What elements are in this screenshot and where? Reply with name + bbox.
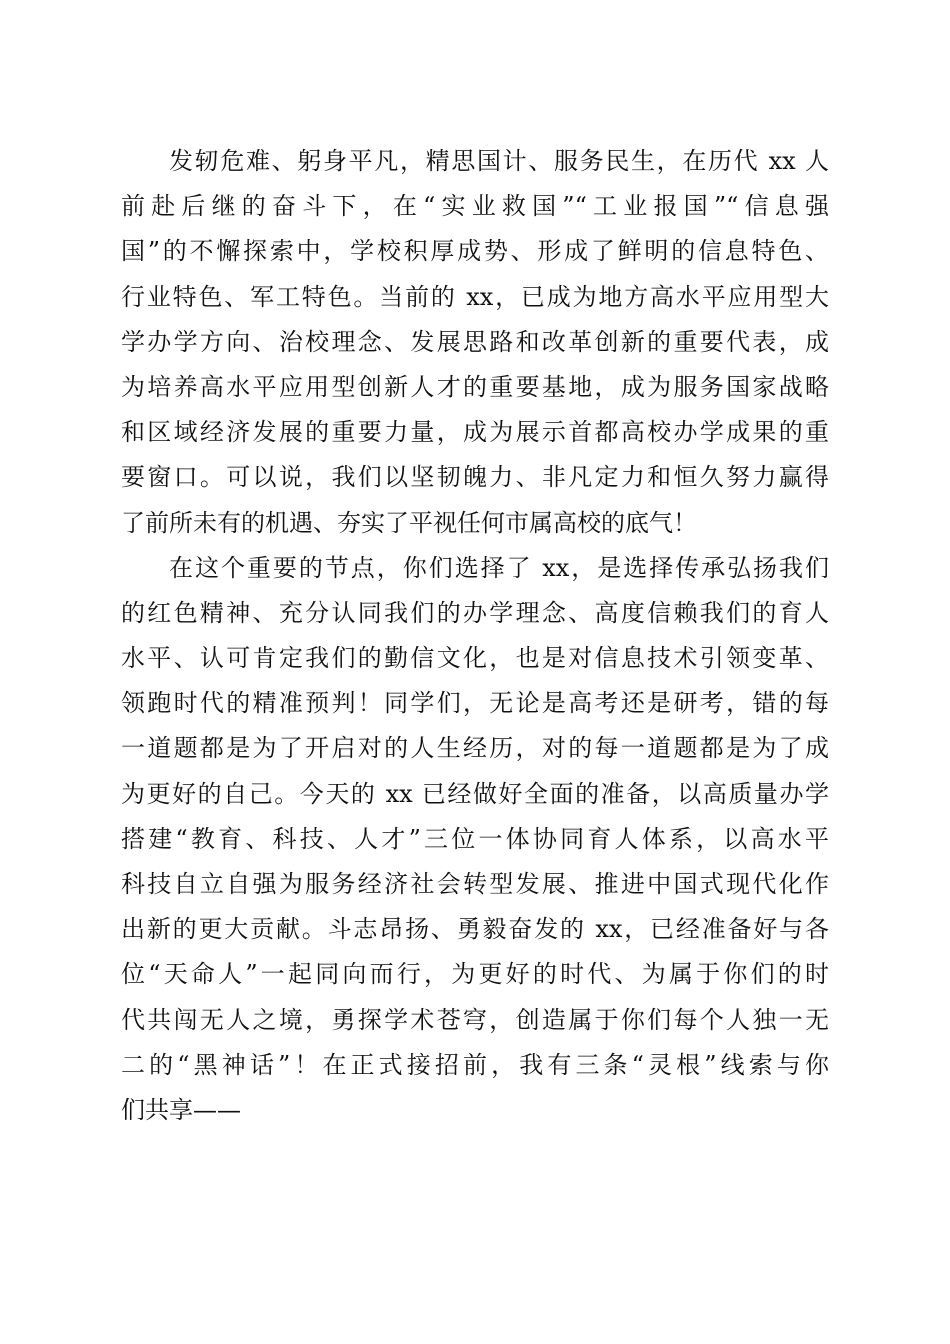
text-line: 和区域经济发展的重要力量，成为展示首都高校办学成果的重 (121, 418, 829, 447)
text-line: 代共闯无人之境，勇探学术苍穹，创造属于你们每个人独一无 (121, 1005, 829, 1034)
paragraph-2 (121, 546, 829, 1133)
text-line: 行业特色、军工特色。当前的 xx，已成为地方高水平应用型大 (121, 282, 829, 311)
text-line: 科技自立自强为服务经济社会转型发展、推进中国式现代化作 (121, 870, 829, 898)
text-line: 为培养高水平应用型创新人才的重要基地，成为服务国家战略 (121, 372, 829, 401)
text-line: 国”的不懈探索中，学校积厚成势、形成了鲜明的信息特色、 (121, 237, 829, 266)
document-page (121, 139, 829, 1133)
text-line: 一道题都是为了开启对的人生经历，对的每一道题都是为了成 (121, 734, 829, 763)
text-line: 了前所未有的机遇、夯实了平视任何市属高校的底气！ (121, 508, 697, 537)
text-line: 学办学方向、治校理念、发展思路和改革创新的重要代表，成 (121, 327, 829, 356)
text-line: 搭建“教育、科技、人才”三位一体协同育人体系，以高水平 (121, 824, 829, 853)
text-line: 水平、认可肯定我们的勤信文化，也是对信息技术引领变革、 (121, 644, 829, 673)
text-line: 前赴后继的奋斗下，在“实业救国”“工业报国”“信息强 (121, 192, 829, 221)
text-line: 为更好的自己。今天的 xx 已经做好全面的准备，以高质量办学 (121, 779, 829, 808)
text-line: 们共享—— (121, 1095, 241, 1124)
text-line: 发轫危难、躬身平凡，精思国计、服务民生，在历代 xx 人 (169, 147, 829, 175)
paragraph-1 (121, 139, 829, 546)
text-line: 出新的更大贡献。斗志昂扬、勇毅奋发的 xx，已经准备好与各 (121, 915, 829, 944)
text-line: 二的“黑神话”！在正式接招前，我有三条“灵根”线索与你 (121, 1050, 829, 1079)
text-line: 位“天命人”一起同向而行，为更好的时代、为属于你们的时 (121, 960, 829, 989)
text-line: 的红色精神、充分认同我们的办学理念、高度信赖我们的育人 (121, 598, 829, 627)
text-line: 要窗口。可以说，我们以坚韧魄力、非凡定力和恒久努力赢得 (121, 463, 829, 492)
text-line: 领跑时代的精准预判！同学们，无论是高考还是研考，错的每 (121, 689, 829, 718)
text-line: 在这个重要的节点，你们选择了 xx，是选择传承弘扬我们 (169, 553, 829, 582)
